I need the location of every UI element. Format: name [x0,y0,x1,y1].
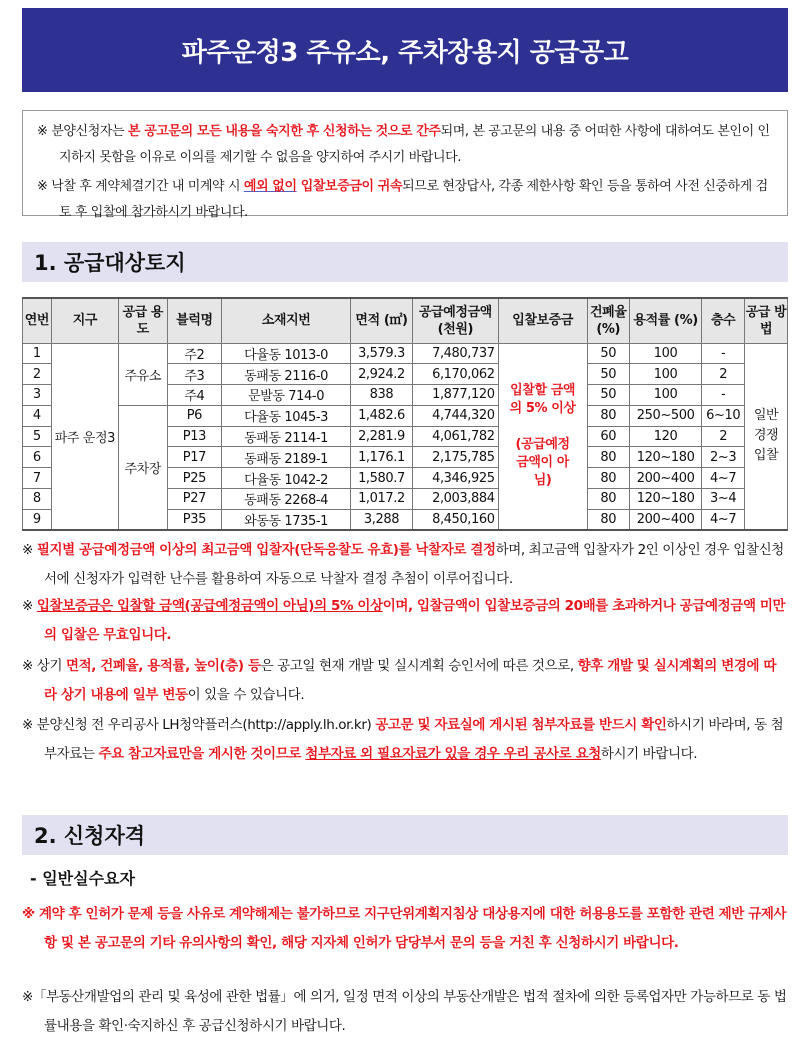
table-cell: 동패동 2268-4 [222,489,351,510]
table-cell: - [702,385,745,406]
emphasis-text: 공고문 및 자료실에 게시된 첨부자료를 반드시 확인 [375,717,667,733]
text-segment: ※ [22,598,37,614]
table-cell: 80 [587,509,629,530]
table-cell: 주유소 [118,343,167,405]
note-paragraph [22,652,788,710]
table-cell: 1,877,120 [413,385,499,406]
table-cell: 파주 운정3 [51,343,118,530]
column-header: 공급예정금액 (천원) [413,298,499,343]
table-cell: 3 [23,385,52,406]
column-header: 블럭명 [167,298,222,343]
table-cell: 2,175,785 [413,447,499,468]
column-header: 연번 [23,298,52,343]
column-header: 공급 용도 [118,298,167,343]
notice-box [22,110,788,220]
table-cell: 80 [587,447,629,468]
table-cell: 7 [23,468,52,489]
column-header: 공급 방법 [745,298,788,343]
table-cell: 3~4 [702,489,745,510]
emphasis-text: 향후 개발 및 실시계획의 변경에 따라 상기 내용에 일부 변동 [44,658,777,703]
emphasis-text: 첨부자료 외 필요자료가 있을 경우 우리 공사로 요청 [305,746,601,762]
note-paragraph [22,711,788,769]
table-cell: 50 [587,343,629,364]
section-heading-supply-land: 1. 공급대상토지 [22,242,788,282]
emphasis-text: 예외 없이 [243,179,297,194]
table-cell: 동패동 2114-1 [222,426,351,447]
note-paragraph [22,900,788,958]
table-cell: - [702,343,745,364]
table-cell: 200~400 [629,509,701,530]
text-segment: 은 공고일 현재 개발 및 실시계획 승인서에 따른 것으로, [260,658,578,674]
notice-paragraph [37,119,777,171]
table-cell: 120 [629,426,701,447]
table-cell: 2 [702,426,745,447]
column-header: 지구 [51,298,118,343]
table-cell: 120~180 [629,489,701,510]
text-segment: ※ 상기 [22,658,66,674]
table-cell: P27 [167,489,222,510]
text-segment: 되며, 본 공고문의 내용 중 어떠한 사항에 대하여도 본인이 인지하지 못함을 이유로 이의를 제기할 수 없음을 양지하여 주시기 바랍니다. [59,124,770,165]
notice-paragraph [37,174,777,226]
table-cell: 200~400 [629,468,701,489]
table-cell: 주차장 [118,405,167,530]
table-cell: 다율동 1042-2 [222,468,351,489]
table-cell: P35 [167,509,222,530]
table-cell: 8 [23,489,52,510]
table-cell: 4~7 [702,509,745,530]
table-cell: 250~500 [629,405,701,426]
table-cell: 동패동 2116-0 [222,364,351,385]
table-cell: P13 [167,426,222,447]
bid-deposit-cell [498,343,587,530]
table-cell: 7,480,737 [413,343,499,364]
land-table [22,297,788,531]
table-cell: 2 [702,364,745,385]
text-segment: 하시기 바라며, 동 첨부자료는 [44,717,784,762]
table-cell: 주3 [167,364,222,385]
table-cell: 50 [587,385,629,406]
table-cell: P6 [167,405,222,426]
table-cell: 다율동 1045-3 [222,405,351,426]
table-cell: 6,170,062 [413,364,499,385]
text-segment: ※ 낙찰 후 계약체결기간 내 미계약 시 [37,179,244,194]
table-cell: 1,580.7 [350,468,412,489]
text-segment: ※「부동산개발업의 관리 및 육성에 관한 법률」에 의거, 일정 면적 이상의 부동산개발은 법적 절차에 의한 등록업자만 가능하므로 동 법률내용을 확인·숙지하신 후 공급신청하시기 바랍니다. [22,989,787,1034]
table-cell: 1,482.6 [350,405,412,426]
table-cell: 동패동 2189-1 [222,447,351,468]
column-header: 면적 (㎡) [350,298,412,343]
table-row [23,343,788,364]
table-cell: 838 [350,385,412,406]
table-cell: 80 [587,405,629,426]
table-cell: P25 [167,468,222,489]
text-segment: 되므로 현장답사, 각종 제한사항 확인 등을 통하여 사전 신중하게 검토 후 입찰에 참가하시기 바랍니다. [59,179,768,220]
table-cell: 주4 [167,385,222,406]
table-cell: 1,017.2 [350,489,412,510]
bid-deposit-text: (공급예정 금액이 아님) [515,437,570,489]
note-paragraph [22,983,788,1041]
note-paragraph [22,592,788,650]
table-cell: 와동동 1735-1 [222,509,351,530]
table-cell: 100 [629,343,701,364]
emphasis-text: 필지별 공급예정금액 이상의 최고금액 입찰자(단독응찰도 유효)를 낙찰자로 결정 [36,542,496,558]
table-cell: 60 [587,426,629,447]
table-cell: 4~7 [702,468,745,489]
text-segment: ※ 분양신청 전 우리공사 LH청약플러스(http://apply.lh.or.kr) [22,717,376,733]
text-segment: 하시기 바랍니다. [600,746,698,762]
table-cell: 8,450,160 [413,509,499,530]
column-header: 입찰보증금 [498,298,587,343]
emphasis-text: 면적, 건폐율, 용적률, 높이(층) 등 [65,658,261,674]
emphasis-text: 입찰보증금은 입찰할 금액(공급예정금액이 아님)의 5% 이상 [36,598,383,614]
table-cell: 4,061,782 [413,426,499,447]
section-heading-eligibility: 2. 신청자격 [22,815,788,855]
table-cell: 120~180 [629,447,701,468]
table-cell: 4,744,320 [413,405,499,426]
table-cell: 4 [23,405,52,426]
column-header: 용적률 (%) [629,298,701,343]
subheading-general-buyer: - 일반실수요자 [30,869,135,888]
table-cell: 3,288 [350,509,412,530]
table-cell: 2~3 [702,447,745,468]
table-cell: 2,281.9 [350,426,412,447]
emphasis-text: 본 공고문의 모든 내용을 숙지한 후 신청하는 것으로 간주 [127,124,441,139]
table-cell: 100 [629,364,701,385]
table-cell: 100 [629,385,701,406]
table-cell: 6~10 [702,405,745,426]
note-paragraph [22,536,788,594]
table-cell: 1,176.1 [350,447,412,468]
table-cell: 4,346,925 [413,468,499,489]
text-segment: ※ 분양신청자는 [37,124,128,139]
table-cell: 2,924.2 [350,364,412,385]
table-cell: 9 [23,509,52,530]
column-header: 소재지번 [222,298,351,343]
column-header: 건폐율 (%) [587,298,629,343]
table-cell: 문발동 714-0 [222,385,351,406]
emphasis-text: 이며, 입찰금액이 입찰보증금의 20배를 초과하거나 공급예정금액 미만의 입찰은 무효입니다. [44,598,786,643]
table-cell: 80 [587,468,629,489]
table-cell: 일반 경쟁 입찰 [745,343,788,530]
table-cell: 2,003,884 [413,489,499,510]
page-title: 파주운정3 주유소, 주차장용지 공급공고 [22,8,788,92]
table-cell: 다율동 1013-0 [222,343,351,364]
table-cell: 80 [587,489,629,510]
text-segment: ※ [22,542,37,558]
emphasis-text: ※ 계약 후 인허가 문제 등을 사유로 계약해제는 불가하므로 지구단위계획지침상 대상용지에 대한 허용용도를 포함한 관련 제반 규제사항 및 본 공고문의 기타 유의사항의 확인, 해당 지자체 인허가 담당부서 문의 등을 거친 후 신청하시기 바랍니다. [22,906,787,951]
table-row [23,405,788,426]
bid-deposit-text: 입찰할 금액의 5% 이상 [509,383,576,417]
table-cell: P17 [167,447,222,468]
table-cell: 50 [587,364,629,385]
table-cell: 5 [23,426,52,447]
column-header: 층수 [702,298,745,343]
emphasis-text: 입찰보증금이 귀속 [296,179,403,194]
table-cell: 1 [23,343,52,364]
emphasis-text: 주요 참고자료만을 게시한 것이므로 [98,746,306,762]
table-cell: 6 [23,447,52,468]
text-segment: 하며, 최고금액 입찰자가 2인 이상인 경우 입찰신청서에 신청자가 입력한 난수를 활용하여 자동으로 낙찰자 결정 추첨이 이루어집니다. [44,542,784,587]
table-cell: 3,579.3 [350,343,412,364]
text-segment: 이 있을 수 있습니다. [187,687,305,703]
table-cell: 2 [23,364,52,385]
table-cell: 주2 [167,343,222,364]
